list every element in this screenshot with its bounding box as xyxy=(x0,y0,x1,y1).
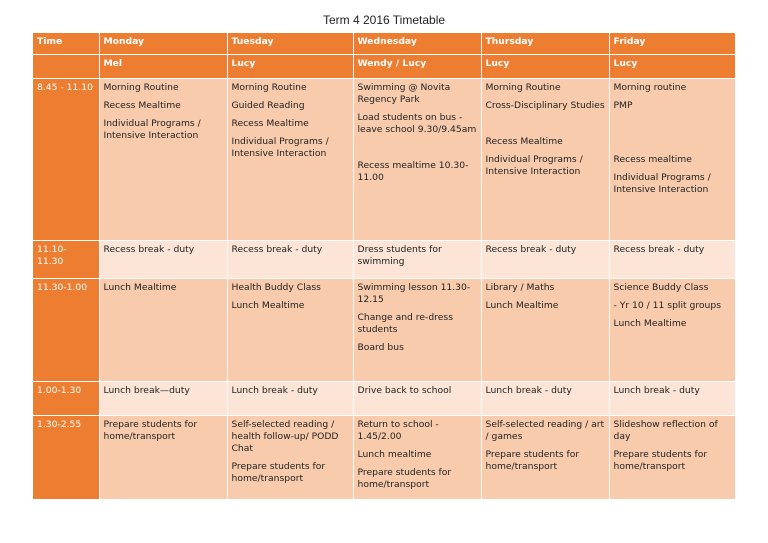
cell-line: Recess mealtime 10.30-11.00 xyxy=(357,159,469,183)
table-row xyxy=(33,240,735,278)
cell-wednesday xyxy=(353,78,481,240)
header-row-days xyxy=(33,33,735,54)
cell-line: Lunch break - duty xyxy=(485,384,572,396)
cell-line: Recess Mealtime xyxy=(103,99,181,111)
table-row xyxy=(33,278,735,381)
cell-line: Self-selected reading / health follow-up/ PODD Chat xyxy=(231,418,339,454)
cell-wednesday xyxy=(353,381,481,415)
time-cell: 11.10- 11.30 xyxy=(33,240,99,278)
cell-line: Swimming lesson 11.30-12.15 xyxy=(357,281,471,305)
table-row xyxy=(33,381,735,415)
time-cell: 8.45 - 11.10 xyxy=(33,78,99,240)
cell-wednesday xyxy=(353,415,481,499)
timetable xyxy=(33,33,736,500)
cell-line: PMP xyxy=(613,99,633,111)
cell-thursday xyxy=(481,415,609,499)
cell-line: Library / Maths xyxy=(485,281,555,293)
cell-line: Slideshow reflection of day xyxy=(613,418,718,442)
cell-line: Prepare students for home/transport xyxy=(613,448,708,472)
cell-wednesday xyxy=(353,240,481,278)
cell-line: - Yr 10 / 11 split groups xyxy=(613,299,721,311)
cell-thursday xyxy=(481,78,609,240)
header-day-monday: Monday xyxy=(99,33,227,54)
header-day-thursday: Thursday xyxy=(481,33,609,54)
cell-line: Recess break - duty xyxy=(103,243,195,255)
cell-line: Lunch Mealtime xyxy=(485,299,559,311)
cell-line: Self-selected reading / art / games xyxy=(485,418,605,442)
cell-line: Health Buddy Class xyxy=(231,281,321,293)
cell-line xyxy=(614,136,732,148)
header-staff-friday: Lucy xyxy=(609,54,735,78)
cell-line: Dress students for swimming xyxy=(357,243,442,267)
cell-line: Morning routine xyxy=(613,81,687,93)
cell-tuesday xyxy=(227,415,353,499)
cell-line: Recess break - duty xyxy=(485,243,577,255)
cell-line xyxy=(486,118,606,130)
cell-line: Lunch mealtime xyxy=(357,448,432,460)
cell-line: Guided Reading xyxy=(231,99,305,111)
cell-monday xyxy=(99,78,227,240)
cell-line: Prepare students for home/transport xyxy=(103,418,198,442)
time-cell: 11.30-1.00 xyxy=(33,278,99,381)
cell-friday xyxy=(609,415,735,499)
cell-line: Morning Routine xyxy=(103,81,179,93)
cell-line: Science Buddy Class xyxy=(613,281,709,293)
cell-line: Recess Mealtime xyxy=(485,135,563,147)
cell-line: Cross-Disciplinary Studies xyxy=(485,99,605,111)
cell-thursday xyxy=(481,278,609,381)
cell-line: Load students on bus - leave school 9.30/9.45am xyxy=(357,111,477,135)
cell-tuesday xyxy=(227,381,353,415)
cell-line: Return to school - 1.45/2.00 xyxy=(357,418,439,442)
cell-line: Individual Programs / Intensive Interaction xyxy=(103,117,201,141)
cell-line: Lunch break—duty xyxy=(103,384,190,396)
cell-line: Recess break - duty xyxy=(231,243,323,255)
cell-line: Prepare students for home/transport xyxy=(357,466,452,490)
cell-friday xyxy=(609,240,735,278)
time-cell: 1.00-1.30 xyxy=(33,381,99,415)
cell-line: Lunch Mealtime xyxy=(613,317,687,329)
cell-line xyxy=(614,118,732,130)
table-row xyxy=(33,415,735,499)
cell-monday xyxy=(99,381,227,415)
cell-thursday xyxy=(481,381,609,415)
cell-friday xyxy=(609,78,735,240)
cell-line: Individual Programs / Intensive Interaction xyxy=(231,135,329,159)
cell-line: Recess Mealtime xyxy=(231,117,309,129)
header-day-friday: Friday xyxy=(609,33,735,54)
time-cell: 1.30-2.55 xyxy=(33,415,99,499)
cell-line xyxy=(358,142,478,154)
cell-friday xyxy=(609,278,735,381)
cell-line: Recess break - duty xyxy=(613,243,705,255)
cell-wednesday xyxy=(353,278,481,381)
cell-tuesday xyxy=(227,78,353,240)
table-row xyxy=(33,78,735,240)
cell-line: Individual Programs / Intensive Interaction xyxy=(485,153,583,177)
cell-thursday xyxy=(481,240,609,278)
cell-friday xyxy=(609,381,735,415)
header-day-wednesday: Wednesday xyxy=(353,33,481,54)
cell-line: Prepare students for home/transport xyxy=(485,448,580,472)
cell-monday xyxy=(99,240,227,278)
cell-line: Swimming @ Novita Regency Park xyxy=(357,81,451,105)
header-staff-wednesday: Wendy / Lucy xyxy=(353,54,481,78)
header-staff-blank xyxy=(33,54,99,78)
cell-monday xyxy=(99,415,227,499)
cell-tuesday xyxy=(227,278,353,381)
cell-line: Lunch break - duty xyxy=(613,384,700,396)
cell-line: Change and re-dress students xyxy=(357,311,453,335)
cell-line: Lunch Mealtime xyxy=(231,299,305,311)
cell-line: Individual Programs / Intensive Interaction xyxy=(613,171,711,195)
cell-line: Morning Routine xyxy=(485,81,561,93)
header-row-staff xyxy=(33,54,735,78)
cell-tuesday xyxy=(227,240,353,278)
cell-line: Prepare students for home/transport xyxy=(231,460,326,484)
header-staff-thursday: Lucy xyxy=(481,54,609,78)
cell-line: Lunch Mealtime xyxy=(103,281,177,293)
cell-monday xyxy=(99,278,227,381)
cell-line: Recess mealtime xyxy=(613,153,692,165)
cell-line: Board bus xyxy=(357,341,404,353)
header-time: Time xyxy=(33,33,99,54)
cell-line: Lunch break - duty xyxy=(231,384,318,396)
cell-line: Morning Routine xyxy=(231,81,307,93)
cell-line: Drive back to school xyxy=(357,384,452,396)
header-staff-tuesday: Lucy xyxy=(227,54,353,78)
page-title: Term 4 2016 Timetable xyxy=(322,13,446,27)
header-day-tuesday: Tuesday xyxy=(227,33,353,54)
header-staff-monday: Mel xyxy=(99,54,227,78)
